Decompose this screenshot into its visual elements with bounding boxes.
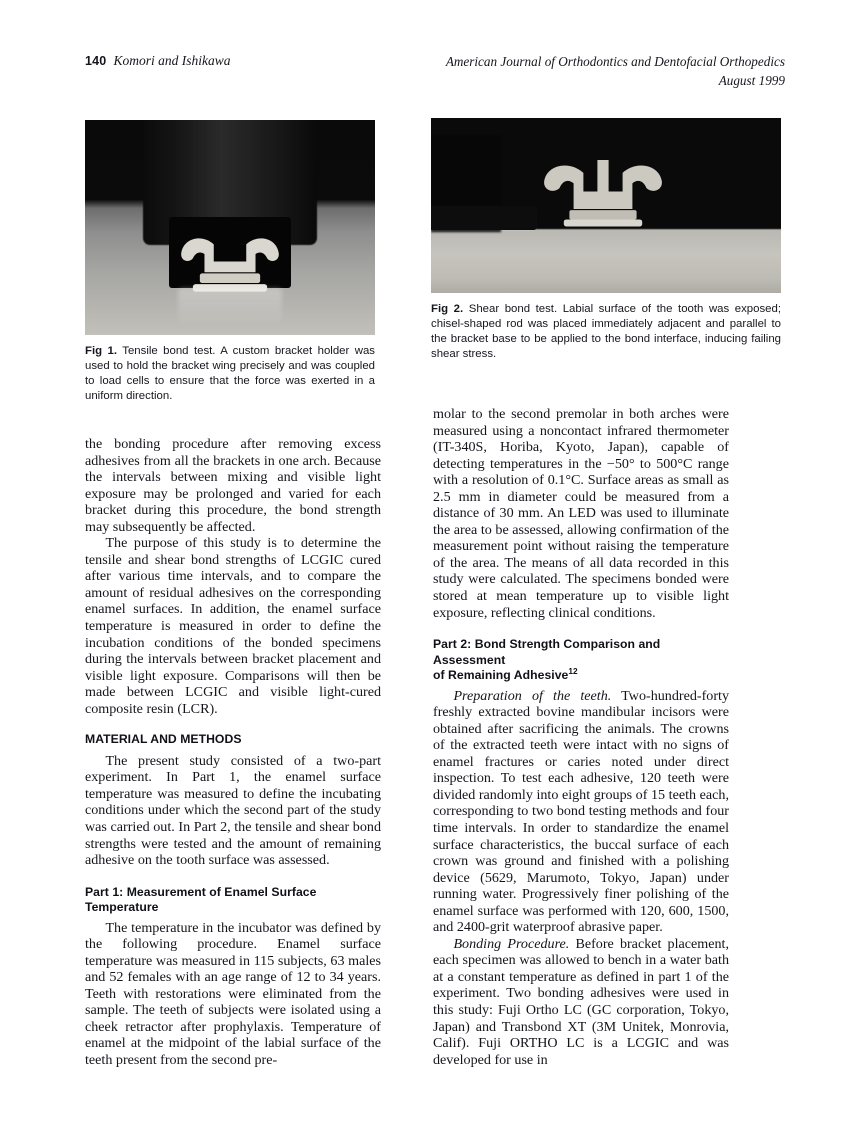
figure-1-label: Fig 1. (85, 345, 118, 357)
figure-1-caption (85, 344, 375, 404)
paragraph-text: Before bracket placement, each specimen was allowed to bench in a water bath at a constant temperature as defined in part 1 of the experiment. Two bonding adhesives were used in this study: Fuji Ortho LC (GC corporation, Tokyo, Japan) and Transbond XT (3M Unitek, Monrovia, Calif). Fuji ORTHO LC is a LCGIC and was developed for use in (433, 935, 729, 1068)
running-head (85, 52, 785, 96)
journal-title: American Journal of Orthodontics and Dentofacial Orthopedics (445, 54, 785, 69)
section-heading-part-2 (433, 637, 729, 684)
orthodontic-bracket-shape (533, 153, 673, 237)
section-heading-part-2-line-1: Part 2: Bond Strength Comparison and Assessment (433, 637, 661, 667)
section-heading-part-2-line-2: of Remaining Adhesive (433, 668, 569, 683)
paragraph: The purpose of this study is to determine the tensile and shear bond strengths of LCGIC cured after various time intervals, and to compare the amount of residual adhesives on the corresponding enamel surfaces. In addition, the enamel surface temperature is measured in order to define the incubation conditions of the bonded specimens during the intervals between bracket placement and visible light exposure. Comparisons will then be made between LCGIC and visible light-cured composite resin (LCR). (85, 535, 381, 717)
running-head-left (85, 52, 230, 70)
section-heading-part-1: Part 1: Measurement of Enamel Surface Temperature (85, 884, 317, 915)
figure-2-caption (431, 302, 781, 362)
figure-2-image (431, 118, 781, 293)
tooth-reflection (178, 288, 282, 325)
chisel-tip-shape (431, 206, 536, 231)
run-in-heading-preparation: Preparation of the teeth. (453, 687, 612, 704)
page-folio-number: 140 (85, 54, 107, 68)
footnote-reference-12: 12 (568, 666, 578, 677)
paragraph: The temperature in the incubator was defined by the following procedure. Enamel surface temperature was measured in 115 subjects, 63 males and 52 females with an age range of 12 to 34 years. Teeth with restorations were eliminated from the sample. The teeth of subjects were isolated using a cheek retractor after prophylaxis. Temperature of enamel at the midpoint of the labial surface of the teeth present from the second pre- (85, 919, 381, 1068)
run-in-heading-bonding: Bonding Procedure. (453, 935, 570, 952)
body-column-left (85, 436, 381, 1069)
body-column-right (433, 406, 729, 1068)
figure-1-caption-text: Tensile bond test. A custom bracket holder was used to hold the bracket wing precisely and was coupled to load cells to ensure that the force was exerted in a uniform direction. (85, 345, 375, 402)
section-heading-material-and-methods: MATERIAL AND METHODS (85, 732, 242, 747)
figure-1-image (85, 120, 375, 335)
paragraph-text: Two-hundred-forty freshly extracted bovine mandibular incisors were obtained after sacrificing the animals. The crowns of the extracted teeth were intact with no signs of enamel fractures or caries noted under direct inspection. To test each adhesive, 120 teeth were divided randomly into eight groups of 15 teeth each, corresponding to two bond testing methods and four time intervals. In order to standardize the enamel surface characteristics, the buccal surface of each crown was ground and finished with a polishing device (5629, Marumoto, Tokyo, Japan) under running water. Progressively finer polishing of the enamel surface was performed with 120, 600, 1500, and 2400-grit waterproof abrasive paper. (433, 687, 729, 936)
running-head-authors: Komori and Ishikawa (113, 53, 231, 68)
figure-2 (431, 118, 781, 362)
paragraph: The present study consisted of a two-part experiment. In Part 1, the enamel surface temperature was measured to define the incubating conditions under which the second part of the study was carried out. In Part 2, the tensile and shear bond strengths were tested and the amount of remaining adhesive on the tooth surface was assessed. (85, 752, 381, 869)
paragraph: molar to the second premolar in both arches were measured using a noncontact infrared thermometer (IT-340S, Horiba, Kyoto, Japan), capable of detecting temperatures in the −50° to 500°C range with a resolution of 0.1°C. Surface areas as small as 2.5 mm in diameter could be measured from a distance of 30 mm. An LED was used to illuminate the area to be assessed, allowing confirmation of the measurement point without raising the temperature of the area. The means of all data recorded in this study were calculated. The specimens bonded were stored at mean temperature up to visible light exposure, reflecting clinical conditions. (433, 406, 729, 621)
figure-2-caption-text: Shear bond test. Labial surface of the tooth was exposed; chisel-shaped rod was placed immediately adjacent and parallel to the bracket base to be applied to the bond interface, inducing failing shear stress. (431, 303, 782, 360)
issue-date: August 1999 (718, 73, 785, 88)
paragraph (433, 688, 729, 936)
running-head-right (446, 52, 785, 90)
figure-1 (85, 120, 375, 404)
paragraph: the bonding procedure after removing excess adhesives from all the brackets in one arch. Because the intervals between mixing and visible light exposure may be prolonged and varied for each bracket during this procedure, the bond strength may subsequently be affected. (85, 436, 381, 535)
figure-2-label: Fig 2. (431, 303, 464, 315)
paragraph (433, 936, 729, 1068)
